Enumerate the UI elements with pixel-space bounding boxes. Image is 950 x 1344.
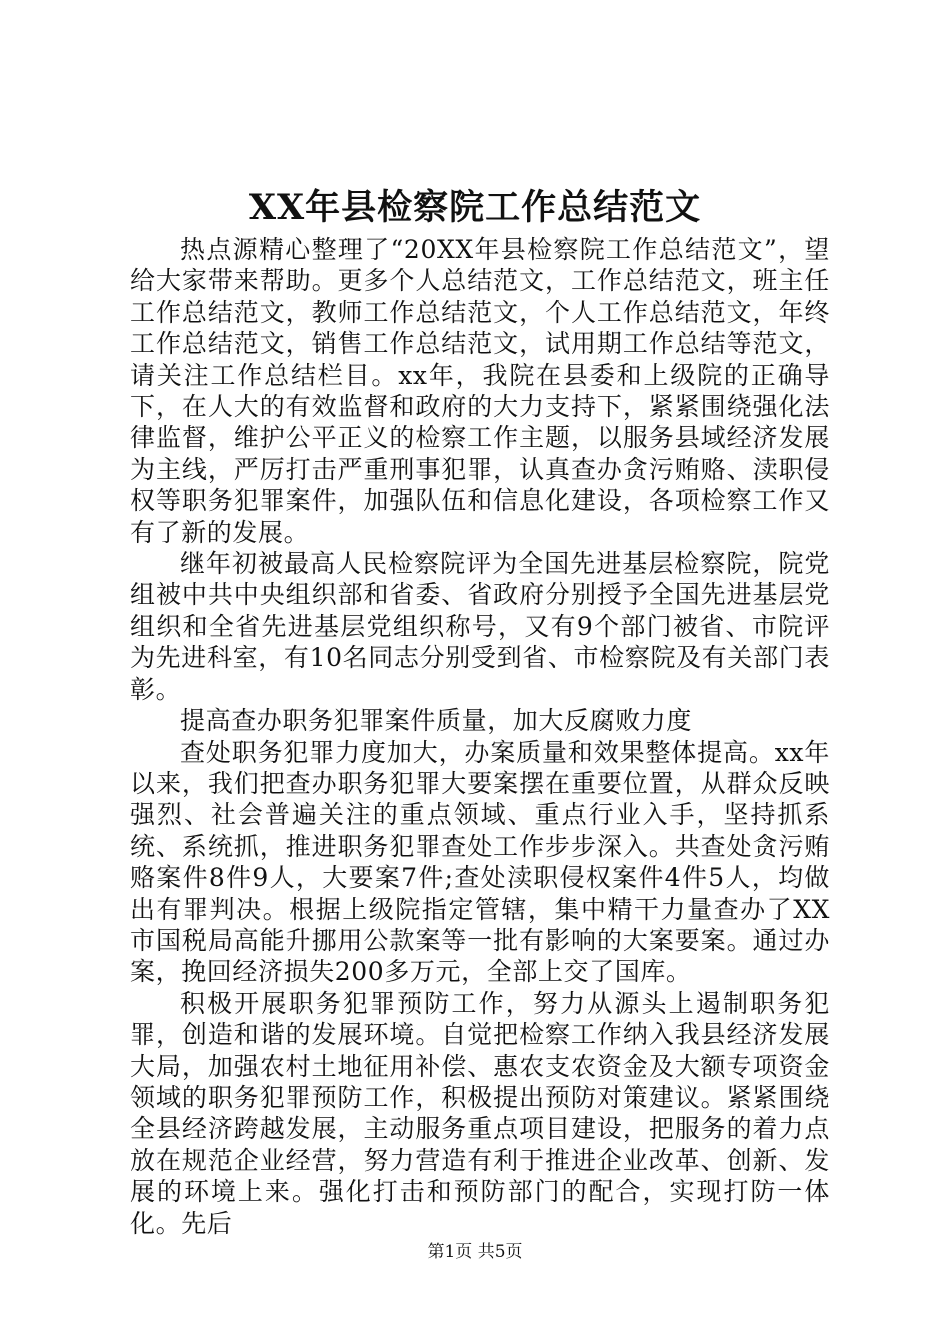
document-body	[130, 234, 830, 1239]
paragraph-investigation: 查处职务犯罪力度加大，办案质量和效果整体提高。xx年以来，我们把查办职务犯罪大要案摆在重要位置，从群众反映强烈、社会普遍关注的重点领域、重点行业入手，坚持抓系统、系统抓，推进职务犯罪查处工作步步深入。共查处贪污贿赂案件8件9人，大要案7件;查处渎职侵权案件4件5人，均做出有罪判决。根据上级院指定管辖，集中精干力量查办了XX市国税局高能升挪用公款案等一批有影响的大案要案。通过办案，挽回经济损失200多万元，全部上交了国库。	[130, 737, 830, 987]
page-footer: 第1页 共5页	[427, 1242, 523, 1262]
paragraph-prevention: 积极开展职务犯罪预防工作，努力从源头上遏制职务犯罪，创造和谐的发展环境。自觉把检察工作纳入我县经济发展大局，加强农村土地征用补偿、惠农支农资金及大额专项资金领域的职务犯罪预防工作，积极提出预防对策建议。紧紧围绕全县经济跨越发展，主动服务重点项目建设，把服务的着力点放在规范企业经营，努力营造有利于推进企业改革、创新、发展的环境上来。强化打击和预防部门的配合，实现打防一体化。先后	[130, 988, 830, 1238]
document-title: XX年县检察院工作总结范文	[248, 187, 702, 228]
section-heading: 提高查办职务犯罪案件质量，加大反腐败力度	[180, 706, 693, 736]
paragraph-honors: 继年初被最高人民检察院评为全国先进基层检察院，院党组被中共中央组织部和省委、省政府分别授予全国先进基层党组织和全省先进基层党组织称号，又有9个部门被省、市院评为先进科室，有10名同志分别受到省、市检察院及有关部门表彰。	[130, 549, 830, 704]
paragraph-intro: 热点源精心整理了“20XX年县检察院工作总结范文”，望给大家带来帮助。更多个人总结范文，工作总结范文，班主任工作总结范文，教师工作总结范文，个人工作总结范文，年终工作总结范文，销售工作总结范文，试用期工作总结等范文，请关注工作总结栏目。xx年，我院在县委和上级院的正确导下，在人大的有效监督和政府的大力支持下，紧紧围绕强化法律监督，维护公平正义的检察工作主题，以服务县域经济发展为主线，严厉打击严重刑事犯罪，认真查办贪污贿赂、渎职侵权等职务犯罪案件，加强队伍和信息化建设，各项检察工作又有了新的发展。	[130, 235, 830, 547]
